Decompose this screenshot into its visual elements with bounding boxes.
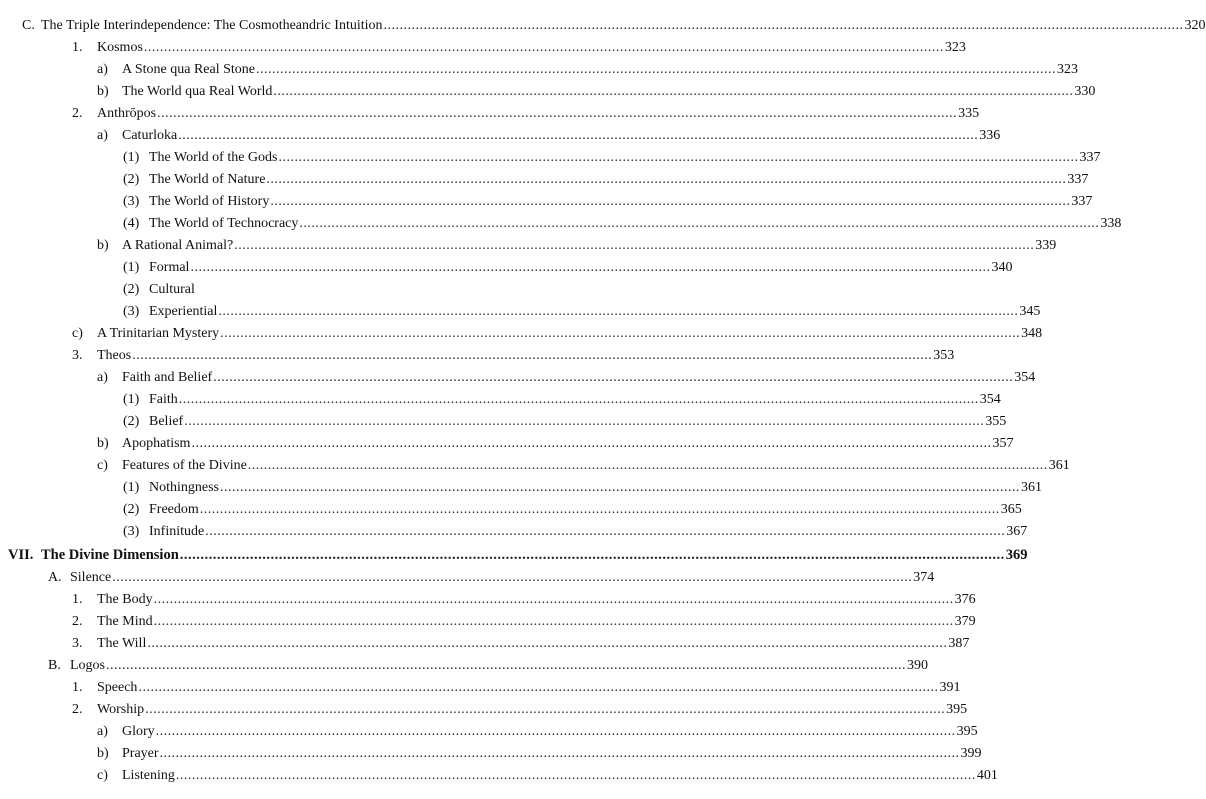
toc-entry-title: The Divine Dimension xyxy=(41,547,179,563)
toc-entry-title: The World of Technocracy xyxy=(149,216,299,231)
toc-entry-number: 3. xyxy=(72,348,83,363)
dot-leader: ........................................................................................................................................................................................................ xyxy=(190,260,991,275)
toc-entry-page: 395 xyxy=(946,702,968,717)
toc-entry[interactable] xyxy=(0,611,976,633)
toc-entry-page: 374 xyxy=(913,570,935,585)
toc-entry-title: The World of History xyxy=(149,194,270,209)
toc-entry-number: (2) xyxy=(123,172,140,187)
toc-entry[interactable] xyxy=(0,677,961,699)
dot-leader: ........................................................................................................................................................................................................ xyxy=(178,128,979,143)
dot-leader: ........................................................................................................................................................................................................ xyxy=(159,746,960,761)
dot-leader: ........................................................................................................................................................................................................ xyxy=(270,194,1071,209)
dot-leader: ........................................................................................................................................................................................................ xyxy=(153,592,954,607)
toc-entry-page: 320 xyxy=(1184,18,1206,33)
toc-entry[interactable] xyxy=(0,147,1101,169)
dot-leader: ........................................................................................................................................................................................................ xyxy=(220,480,1020,495)
dot-leader: ........................................................................................................................................................................................................ xyxy=(184,414,985,429)
toc-entry-number: a) xyxy=(97,62,108,77)
toc-entry-page: 399 xyxy=(960,746,982,761)
dot-leader: ........................................................................................................................................................................................................ xyxy=(153,614,954,629)
toc-entry[interactable] xyxy=(0,103,980,125)
toc-entry-page: 337 xyxy=(1071,194,1093,209)
toc-entry[interactable] xyxy=(0,765,998,787)
toc-entry[interactable] xyxy=(0,433,1014,455)
toc-entry-number: 1. xyxy=(72,40,83,55)
toc-entry-page: 323 xyxy=(944,40,966,55)
toc-entry-page: 401 xyxy=(976,768,998,783)
toc-entry-title: Infinitude xyxy=(149,524,205,539)
toc-entry-number: (4) xyxy=(123,216,140,231)
toc-entry-number: b) xyxy=(97,84,109,99)
toc-entry-number: (1) xyxy=(123,392,140,407)
toc-entry[interactable] xyxy=(0,655,928,677)
toc-entry-number: a) xyxy=(97,370,108,385)
toc-entry-title: Caturloka xyxy=(122,128,178,143)
toc-entry-page: 357 xyxy=(992,436,1014,451)
toc-entry-title: Listening xyxy=(122,768,175,783)
toc-entry-number: 2. xyxy=(72,106,83,121)
toc-entry-number: VII. xyxy=(8,547,34,563)
toc-entry-number: 1. xyxy=(72,592,83,607)
toc-entry[interactable] xyxy=(0,301,1041,323)
toc-entry[interactable] xyxy=(0,699,968,721)
dot-leader: ........................................................................................................................................................................................................ xyxy=(191,436,992,451)
toc-entry[interactable] xyxy=(0,213,1122,235)
dot-leader: ........................................................................................................................................................................................................ xyxy=(178,392,979,407)
dot-leader: ........................................................................................................................................................................................................ xyxy=(147,636,948,651)
toc-entry[interactable] xyxy=(0,477,1042,499)
toc-entry-number: a) xyxy=(97,724,108,739)
dot-leader: ........................................................................................................................................................................................................ xyxy=(199,502,1000,517)
dot-leader: ........................................................................................................................................................................................................ xyxy=(247,458,1048,473)
toc-entry-number: (2) xyxy=(123,282,140,297)
toc-entry-page: 369 xyxy=(1005,547,1028,563)
dot-leader: ........................................................................................................................................................................................................ xyxy=(220,326,1021,341)
toc-entry-title: The Body xyxy=(97,592,153,607)
toc-entry-page: 348 xyxy=(1021,326,1043,341)
toc-entry-title: The World of the Gods xyxy=(149,150,278,165)
toc-entry-page: 379 xyxy=(954,614,976,629)
toc-entry-title: Logos xyxy=(70,658,105,673)
toc-entry[interactable] xyxy=(0,279,520,301)
dot-leader: ........................................................................................................................................................................................................ xyxy=(179,547,1005,563)
toc-entry-page: 345 xyxy=(1019,304,1041,319)
toc-entry[interactable] xyxy=(0,633,970,655)
toc-entry[interactable] xyxy=(0,345,955,367)
toc-entry-number: 1. xyxy=(72,680,83,695)
toc-entry-number: (3) xyxy=(123,304,140,319)
dot-leader: ........................................................................................................................................................................................................ xyxy=(143,40,944,55)
toc-entry-page: 361 xyxy=(1021,480,1042,495)
toc-entry[interactable] xyxy=(0,367,1036,389)
toc-entry[interactable] xyxy=(0,191,1093,213)
toc-entry-page: 338 xyxy=(1100,216,1122,231)
toc-entry[interactable] xyxy=(0,59,1078,81)
toc-entry-title: The World of Nature xyxy=(149,172,266,187)
toc-entry[interactable] xyxy=(0,323,1043,345)
toc-entry-page: 391 xyxy=(939,680,961,695)
dot-leader: ........................................................................................................................................................................................................ xyxy=(155,724,956,739)
toc-entry-title: Prayer xyxy=(122,746,159,761)
dot-leader: ........................................................................................................................................................................................................ xyxy=(112,570,913,585)
toc-entry-number: A. xyxy=(48,570,62,585)
toc-entry-page: 361 xyxy=(1048,458,1070,473)
toc-entry-number: c) xyxy=(97,768,108,783)
toc-entry-number: b) xyxy=(97,436,109,451)
toc-entry-title: Features of the Divine xyxy=(122,458,247,473)
toc-entry-page: 339 xyxy=(1035,238,1057,253)
toc-entry-page: 376 xyxy=(954,592,976,607)
dot-leader: ........................................................................................................................................................................................................ xyxy=(157,106,958,121)
toc-entry-title: Anthrōpos xyxy=(97,106,157,121)
toc-entry-number: c) xyxy=(97,458,108,473)
toc-entry[interactable] xyxy=(0,499,1022,521)
toc-entry-title: Speech xyxy=(97,680,138,695)
toc-entry-number: (3) xyxy=(123,524,140,539)
dot-leader: ........................................................................................................................................................................................................ xyxy=(213,370,1014,385)
toc-entry-title: The Will xyxy=(97,636,147,651)
toc-entry-number: C. xyxy=(22,18,35,33)
toc-entry-number: 3. xyxy=(72,636,83,651)
toc-entry-title: A Trinitarian Mystery xyxy=(97,326,220,341)
toc-entry-title: Faith xyxy=(149,392,178,407)
toc-entry[interactable] xyxy=(0,15,1206,37)
toc-entry-title: Glory xyxy=(122,724,155,739)
toc-entry-page: 335 xyxy=(958,106,980,121)
toc-entry[interactable] xyxy=(0,743,982,765)
toc-entry-page: 355 xyxy=(985,414,1007,429)
toc-entry-number: c) xyxy=(72,326,83,341)
dot-leader: ........................................................................................................................................................................................................ xyxy=(273,84,1074,99)
toc-entry-number: a) xyxy=(97,128,108,143)
toc-entry[interactable] xyxy=(0,81,1096,103)
toc-entry-page: 337 xyxy=(1067,172,1089,187)
dot-leader: ........................................................................................................................................................................................................ xyxy=(256,62,1056,77)
toc-entry-page: 323 xyxy=(1057,62,1078,77)
toc-entry-title: Faith and Belief xyxy=(122,370,213,385)
toc-entry[interactable] xyxy=(0,257,1013,279)
toc-entry-page: 336 xyxy=(979,128,1001,143)
toc-entry[interactable] xyxy=(0,589,976,611)
toc-entry[interactable] xyxy=(0,389,1001,411)
toc-entry-title: A Rational Animal? xyxy=(122,238,234,253)
toc-entry-title: Experiential xyxy=(149,304,218,319)
toc-entry-page: 390 xyxy=(907,658,928,673)
dot-leader: ........................................................................................................................................................................................................ xyxy=(145,702,946,717)
toc-entry-title: The Mind xyxy=(97,614,153,629)
toc-entry[interactable] xyxy=(0,411,1007,433)
toc-entry-title: Worship xyxy=(97,702,145,717)
toc-entry[interactable] xyxy=(0,169,1089,191)
toc-entry[interactable] xyxy=(0,543,1028,567)
dot-leader: ........................................................................................................................................................................................................ xyxy=(175,768,976,783)
toc-entry-page: 387 xyxy=(948,636,970,651)
toc-entry[interactable] xyxy=(0,567,935,589)
toc-entry-title: Freedom xyxy=(149,502,199,517)
dot-leader: ........................................................................................................................................................................................................ xyxy=(299,216,1100,231)
toc-entry[interactable] xyxy=(0,125,1001,147)
toc-entry-title: A Stone qua Real Stone xyxy=(122,62,255,77)
toc-entry-page: 353 xyxy=(933,348,955,363)
toc-entry-title: Theos xyxy=(97,348,132,363)
toc-entry-page: 337 xyxy=(1079,150,1101,165)
toc-entry-page: 354 xyxy=(979,392,1001,407)
toc-entry-number: (1) xyxy=(123,260,140,275)
toc-entry-title: Nothingness xyxy=(149,480,219,495)
toc-entry-number: (1) xyxy=(123,150,140,165)
toc-entry-number: (1) xyxy=(123,480,140,495)
toc-entry-page: 395 xyxy=(956,724,978,739)
toc-entry-title: The Triple Interindependence: The Cosmotheandric Intuition xyxy=(41,18,383,33)
dot-leader: ........................................................................................................................................................................................................ xyxy=(132,348,933,363)
toc-entry[interactable] xyxy=(0,721,978,743)
toc-entry-number: (3) xyxy=(123,194,140,209)
toc-entry-title: Formal xyxy=(149,260,190,275)
dot-leader: ........................................................................................................................................................................................................ xyxy=(138,680,939,695)
toc-entry-number: (2) xyxy=(123,414,140,429)
dot-leader: ........................................................................................................................................................................................................ xyxy=(106,658,906,673)
toc-entry-number: B. xyxy=(48,658,61,673)
toc-entry-title: Cultural xyxy=(149,282,195,297)
table-of-contents xyxy=(0,15,1206,787)
toc-entry[interactable] xyxy=(0,235,1057,257)
toc-entry-title: Silence xyxy=(70,570,112,585)
toc-entry-title: Kosmos xyxy=(97,40,143,55)
toc-entry-number: 2. xyxy=(72,702,83,717)
toc-entry[interactable] xyxy=(0,521,1028,543)
dot-leader: ........................................................................................................................................................................................................ xyxy=(383,18,1184,33)
toc-entry-number: b) xyxy=(97,238,109,253)
toc-entry[interactable] xyxy=(0,455,1070,477)
toc-entry-page: 340 xyxy=(991,260,1013,275)
toc-entry-page: 365 xyxy=(1000,502,1022,517)
toc-entry[interactable] xyxy=(0,37,966,59)
toc-entry-page: 330 xyxy=(1074,84,1096,99)
toc-entry-number: b) xyxy=(97,746,109,761)
dot-leader: ........................................................................................................................................................................................................ xyxy=(218,304,1019,319)
toc-entry-title: The World qua Real World xyxy=(122,84,273,99)
toc-entry-number: (2) xyxy=(123,502,140,517)
toc-entry-page: 354 xyxy=(1014,370,1036,385)
toc-entry-number: 2. xyxy=(72,614,83,629)
toc-entry-title: Apophatism xyxy=(122,436,191,451)
toc-entry-title: Belief xyxy=(149,414,184,429)
toc-entry-page: 367 xyxy=(1006,524,1028,539)
dot-leader: ........................................................................................................................................................................................................ xyxy=(205,524,1006,539)
dot-leader: ........................................................................................................................................................................................................ xyxy=(278,150,1079,165)
dot-leader: ........................................................................................................................................................................................................ xyxy=(266,172,1067,187)
dot-leader: ........................................................................................................................................................................................................ xyxy=(234,238,1035,253)
